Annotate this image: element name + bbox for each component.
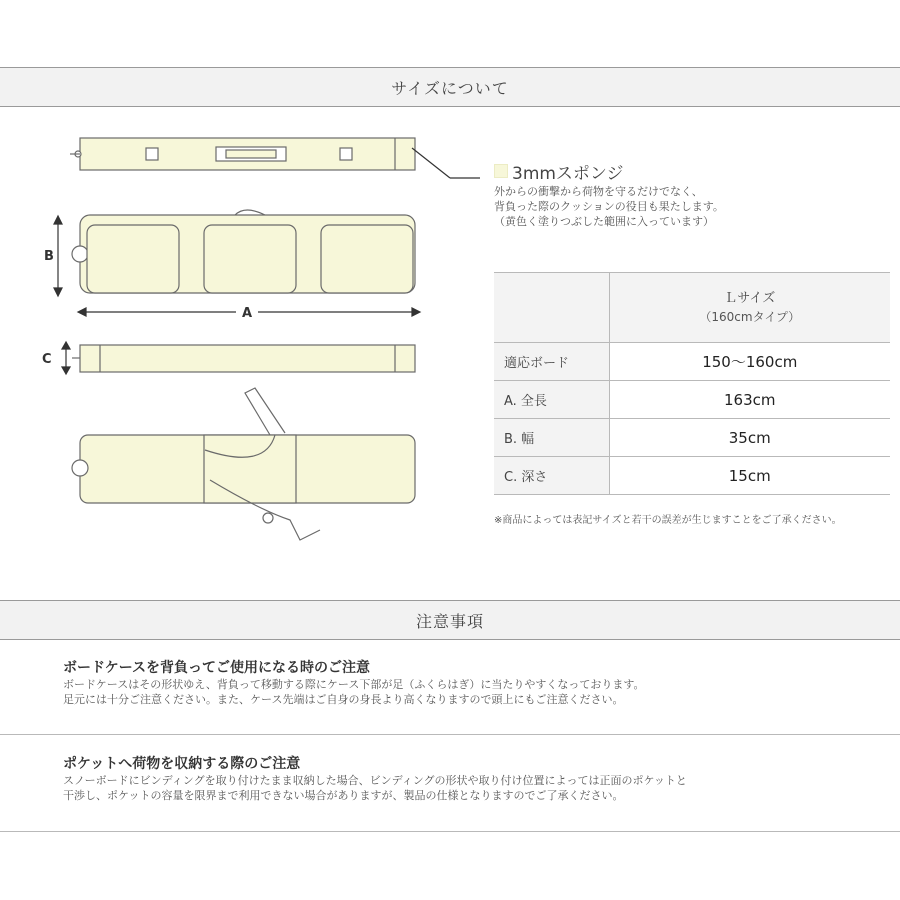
case-front-view — [72, 210, 415, 293]
divider — [0, 831, 900, 832]
dimension-label-b: B — [44, 249, 54, 264]
caution-section-title: 注意事項 — [415, 611, 484, 631]
sponge-line: 外からの衝撃から荷物を守るだけでなく、 — [494, 185, 703, 198]
size-section-title: サイズについて — [391, 78, 509, 98]
spec-row-value: 150〜160cm — [609, 343, 890, 381]
divider — [0, 734, 900, 735]
spec-row — [494, 457, 890, 495]
dimension-label-c: C — [42, 352, 52, 367]
caution-item — [0, 659, 900, 707]
sponge-line: 背負った際のクッションの役目も果たします。 — [494, 200, 724, 213]
caution-title: ボードケースを背負ってご使用になる時のご注意 — [63, 660, 371, 676]
caution-line: 干渉し、ポケットの容量を限界まで利用できない場合がありますが、製品の仕様となりますのでご了承ください。 — [63, 789, 624, 802]
spec-header-type-label: （160cmタイプ） — [699, 309, 801, 324]
sponge-title — [494, 160, 894, 182]
spec-row — [494, 381, 890, 419]
spec-row — [494, 419, 890, 457]
caution-line: 足元には十分ご注意ください。また、ケース先端はご自身の身長より高くなりますので頭上にもご注意ください。 — [63, 693, 624, 706]
spec-row-value: 35cm — [609, 419, 890, 457]
dimension-label-a: A — [242, 306, 253, 321]
caution-line: スノーボードにビンディングを取り付けたまま収納した場合、ビンディングの形状や取り付け位置によっては正面のポケットと — [63, 774, 687, 787]
spec-row-label: 適応ボード — [494, 343, 609, 381]
case-top-view — [70, 138, 415, 170]
caution-item — [0, 755, 900, 803]
spec-header-size — [609, 273, 890, 343]
spec-row-value: 163cm — [609, 381, 890, 419]
case-side-view — [72, 345, 415, 372]
sponge-title-text: 3mmスポンジ — [512, 163, 624, 184]
caution-title: ポケットへ荷物を収納する際のご注意 — [63, 756, 301, 772]
caution-line: ボードケースはその形状ゆえ、背負って移動する際にケース下部が足（ふくらはぎ）に当たりやすくなっております。 — [63, 678, 645, 691]
spec-header-size-label: Ｌサイズ — [724, 290, 776, 306]
spec-row-value: 15cm — [609, 457, 890, 495]
size-section-header — [0, 67, 900, 107]
caution-body — [63, 773, 900, 803]
sponge-swatch-icon — [494, 164, 508, 178]
spec-row-label: A. 全長 — [494, 381, 609, 419]
case-back-view — [72, 388, 415, 540]
spec-row — [494, 343, 890, 381]
spec-header-empty — [494, 273, 609, 343]
spec-row-label: C. 深さ — [494, 457, 609, 495]
spec-note: ※商品によっては表記サイズと若干の誤差が生じますことをご了承ください。 — [494, 515, 842, 526]
sponge-description — [494, 184, 894, 229]
sponge-annotation — [494, 160, 894, 229]
spec-row-label: B. 幅 — [494, 419, 609, 457]
caution-body — [63, 677, 900, 707]
board-case-diagram — [40, 120, 480, 570]
spec-header-row — [494, 273, 890, 343]
sponge-line: （黄色く塗りつぶした範囲に入っています） — [494, 215, 714, 228]
caution-section-header — [0, 600, 900, 640]
size-spec-table — [494, 272, 890, 495]
